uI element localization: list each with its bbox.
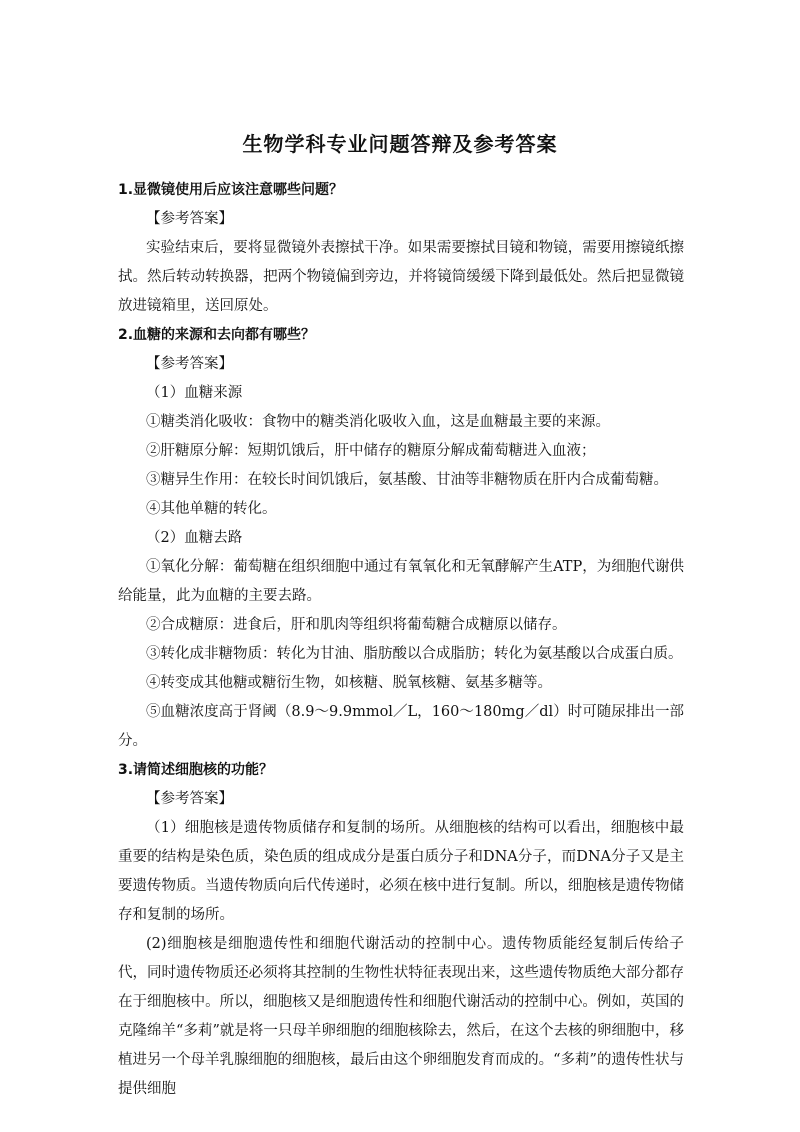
question-heading: 1.显微镜使用后应该注意哪些问题？ <box>118 182 344 198</box>
answer-paragraph: ①糖类消化吸收：食物中的糖类消化吸收入血，这是血糖最主要的来源。 <box>146 414 610 430</box>
answer-paragraph: （1）细胞核是遗传物质储存和复制的场所。从细胞核的结构可以看出，细胞核中最重要的结构是染色质，染色质的组成成分是蛋白质分子和DNA分子，而DNA分子又是主要遗传物质。当遗传物质向后代传递时，必须在核中进行复制。所以，细胞核是遗传物储存和复制的场所。 <box>118 820 684 923</box>
question-heading: 3.请简述细胞核的功能？ <box>118 762 274 778</box>
answer-paragraph: ②肝糖原分解：短期饥饿后，肝中储存的糖原分解成葡萄糖进入血液； <box>146 443 596 459</box>
answer-paragraph: ③转化成非糖物质：转化为甘油、脂肪酸以合成脂肪；转化为氨基酸以合成蛋白质。 <box>146 646 683 662</box>
document-body <box>118 176 684 1104</box>
answer-paragraph: ③糖异生作用：在较长时间饥饿后，氨基酸、甘油等非糖物质在肝内合成葡萄糖。 <box>146 472 668 488</box>
answer-paragraph: ④其他单糖的转化。 <box>146 501 277 517</box>
document-title: 生物学科专业问题答辩及参考答案 <box>242 132 558 156</box>
answer-paragraph: (2)细胞核是细胞遗传性和细胞代谢活动的控制中心。遗传物质能经复制后传给子代，同时遗传物质还必须将其控制的生物性状特征表现出来，这些遗传物质绝大部分都存在于细胞核中。所以，细胞核又是细胞遗传性和细胞代谢活动的控制中心。例如，英国的克隆绵羊“多莉”就是将一只母羊卵细胞的细胞核除去，然后，在这个去核的卵细胞中，移植进另一个母羊乳腺细胞的细胞核，最后由这个卵细胞发育而成的。“多莉”的遗传性状与提供细胞 <box>118 936 684 1097</box>
answer-label: 【参考答案】 <box>146 356 233 372</box>
answer-paragraph: （2）血糖去路 <box>146 530 243 546</box>
answer-paragraph: （1）血糖来源 <box>146 385 243 401</box>
answer-label: 【参考答案】 <box>146 211 233 227</box>
answer-paragraph: ①氧化分解：葡萄糖在组织细胞中通过有氧氧化和无氧酵解产生ATP，为细胞代谢供给能量，此为血糖的主要去路。 <box>118 559 684 604</box>
question-heading: 2.血糖的来源和去向都有哪些？ <box>118 327 316 343</box>
answer-paragraph: ④转变成其他糖或糖衍生物，如核糖、脱氧核糖、氨基多糖等。 <box>146 675 552 691</box>
answer-paragraph: ⑤血糖浓度高于肾阈（8.9～9.9mmol／L，160～180mg／dl）时可随尿排出一部分。 <box>118 704 684 749</box>
answer-paragraph: ②合成糖原：进食后，肝和肌肉等组织将葡萄糖合成糖原以储存。 <box>146 617 567 633</box>
answer-paragraph: 实验结束后，要将显微镜外表擦拭干净。如果需要擦拭目镜和物镜，需要用擦镜纸擦拭。然后转动转换器，把两个物镜偏到旁边，并将镜筒缓缓下降到最低处。然后把显微镜放进镜箱里，送回原处。 <box>118 240 684 314</box>
answer-label: 【参考答案】 <box>146 791 233 807</box>
